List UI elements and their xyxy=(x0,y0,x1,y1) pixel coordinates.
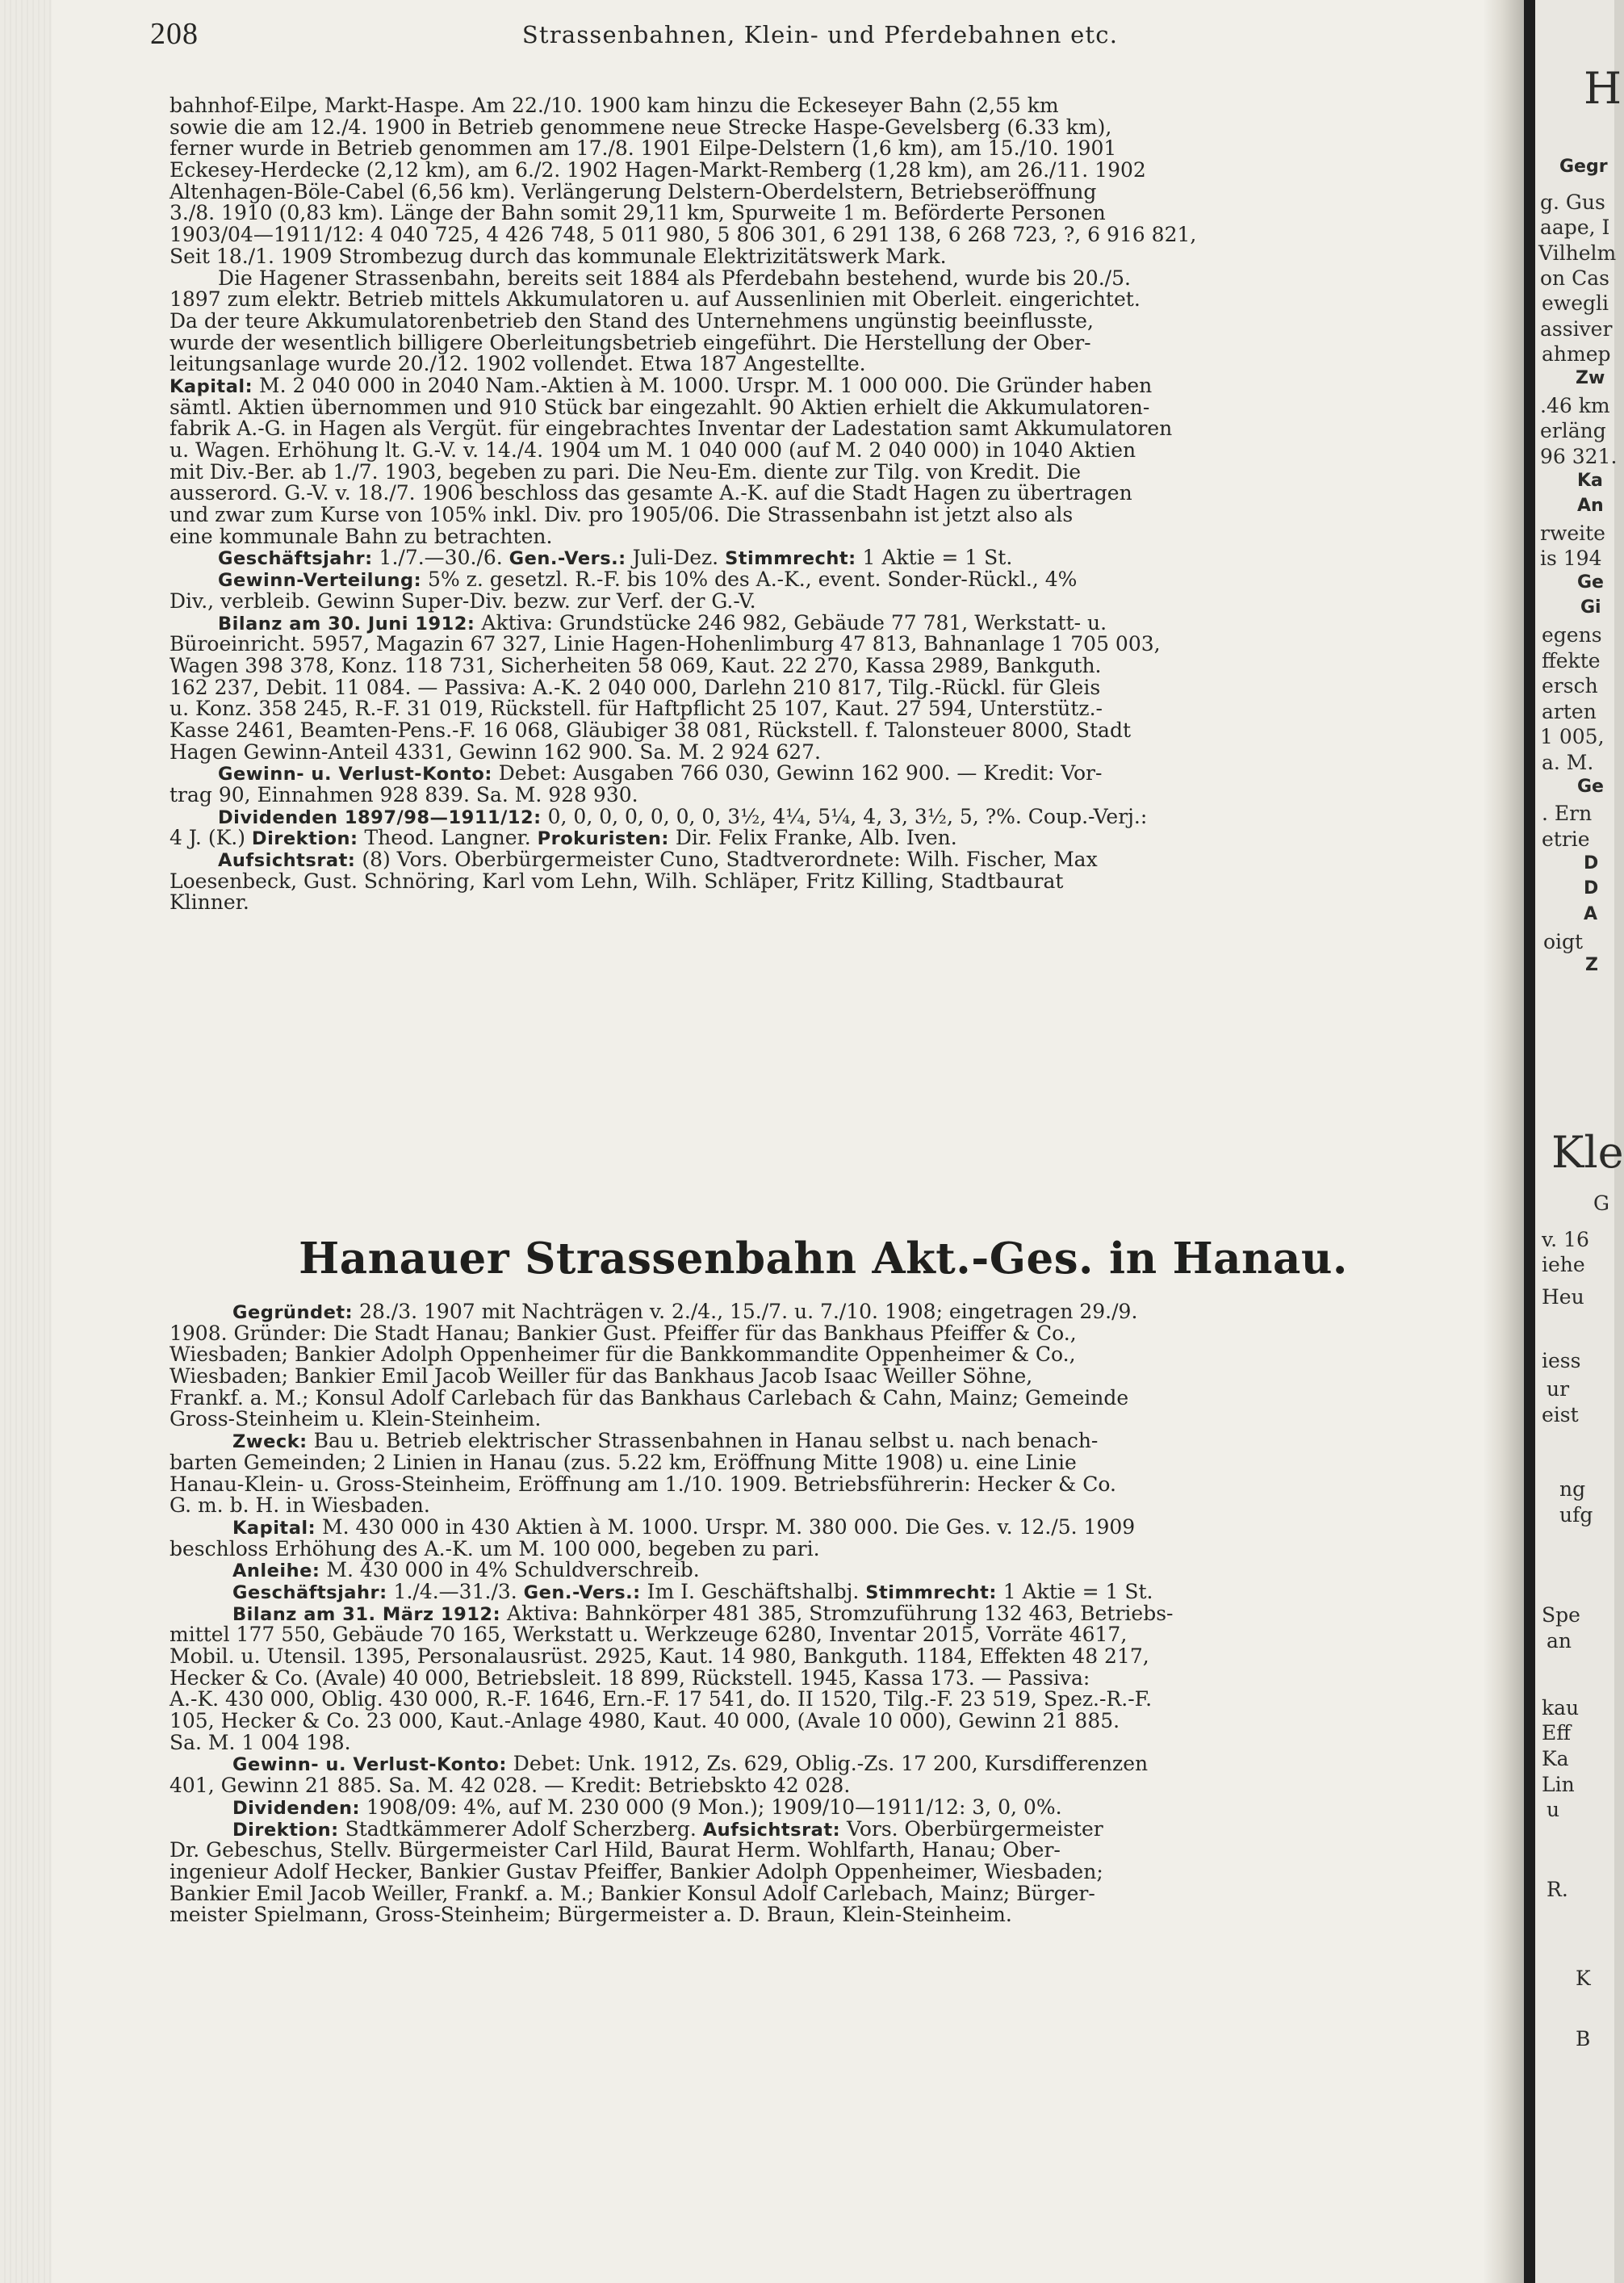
line-text: 1./7.—30./6. xyxy=(372,546,509,570)
line-text: Aktiva: Grundstücke 246 982, Gebäude 77 781, Werkstatt- u. xyxy=(475,610,1107,635)
line-text: Wagen 398 378, Konz. 118 731, Sicherheiten 58 069, Kaut. 22 270, Kassa 2989, Bankguth. xyxy=(170,653,1102,677)
facing-page-text: Eff xyxy=(1542,1721,1572,1745)
field-label: Gen.-Vers.: xyxy=(523,1581,641,1603)
line-text: ingenieur Adolf Hecker, Bankier Gustav Pfeiffer, Bankier Adolph Oppenheimer, Wiesbaden; xyxy=(170,1859,1103,1883)
line-text: Gross-Steinheim u. Klein-Steinheim. xyxy=(170,1407,542,1431)
text-line xyxy=(170,1495,1477,1517)
text-line xyxy=(170,569,1477,591)
field-label: Bilanz am 31. März 1912: xyxy=(232,1603,501,1625)
running-title: Strassenbahnen, Klein- und Pferdebahnen etc. xyxy=(521,21,1119,48)
line-text: 3./8. 1910 (0,83 km). Länge der Bahn somit 29,11 km, Spurweite 1 m. Beförderte Personen xyxy=(170,201,1106,225)
line-text: ausserord. G.-V. v. 18./7. 1906 beschloss das gesamte A.-K. auf die Stadt Hagen zu übertragen xyxy=(170,481,1132,505)
text-line xyxy=(170,203,1477,224)
text-line xyxy=(170,246,1477,268)
field-label: Aufsichtsrat: xyxy=(702,1819,841,1841)
line-text: 1 Aktie = 1 St. xyxy=(856,546,1013,570)
field-label: Direktion: xyxy=(232,1819,339,1841)
text-line xyxy=(170,610,1477,635)
text-line xyxy=(170,117,1477,139)
text-line xyxy=(170,763,1477,785)
line-text: Theod. Langner. xyxy=(358,826,538,850)
line-text: sämtl. Aktien übernommen und 910 Stück bar eingezahlt. 90 Aktien erhielt die Akkumulatoren- xyxy=(170,395,1150,419)
facing-page-text: D xyxy=(1584,878,1599,899)
text-line xyxy=(170,1536,1477,1560)
facing-page-text: Zw xyxy=(1576,368,1605,388)
text-line xyxy=(170,806,1477,828)
text-line xyxy=(170,1732,1477,1754)
text-line xyxy=(170,1859,1477,1883)
text-line xyxy=(170,354,1477,375)
text-line xyxy=(170,1840,1477,1862)
line-text: leitungsanlage wurde 20./12. 1902 vollendet. Etwa 187 Angestellte. xyxy=(170,352,866,376)
hagen-section xyxy=(170,95,1477,914)
text-line xyxy=(170,1689,1477,1711)
text-line xyxy=(170,1560,1477,1581)
text-line xyxy=(170,677,1477,699)
running-head xyxy=(150,16,1474,58)
line-text: 1897 zum elektr. Betrieb mittels Akkumulatoren u. auf Aussenlinien mit Oberleit. eingerichtet. xyxy=(170,287,1141,312)
text-line xyxy=(170,1431,1477,1452)
text-line xyxy=(170,1753,1477,1775)
text-line xyxy=(170,440,1477,462)
field-label: Gewinn- u. Verlust-Konto: xyxy=(218,764,492,785)
facing-page-text: an xyxy=(1547,1629,1572,1653)
text-line xyxy=(170,308,1477,333)
field-label: Gen.-Vers.: xyxy=(509,548,626,570)
field-label: Geschäftsjahr: xyxy=(232,1581,387,1603)
line-text: Loesenbeck, Gust. Schnöring, Karl vom Lehn, Wilh. Schläper, Fritz Killing, Stadtbaurat xyxy=(170,869,1064,893)
text-line xyxy=(170,1581,1477,1603)
line-text: 1908/09: 4%, auf M. 230 000 (9 Mon.); 1909/10—1911/12: 3, 0, 0%. xyxy=(360,1795,1062,1819)
facing-page-text: egens xyxy=(1542,623,1602,647)
line-text: Mobil. u. Utensil. 1395, Personalausrüst. 2925, Kaut. 14 980, Bankguth. 1184, Effekten 48 217, xyxy=(170,1644,1149,1668)
field-label: Gewinn-Verteilung: xyxy=(218,570,422,592)
line-text: M. 2 040 000 in 2040 Nam.-Aktien à M. 1000. Urspr. M. 1 000 000. Die Gründer haben xyxy=(253,373,1153,397)
line-text: eine kommunale Bahn zu betrachten. xyxy=(170,524,553,548)
text-line xyxy=(170,871,1477,893)
facing-page-text: Ge xyxy=(1577,572,1604,593)
facing-page-text: eist xyxy=(1542,1403,1579,1426)
field-label: Stimmrecht: xyxy=(725,548,856,570)
facing-page-text: ewegli xyxy=(1542,291,1609,315)
facing-page-text: .46 km xyxy=(1540,394,1610,417)
text-line xyxy=(170,653,1477,677)
line-text: 401, Gewinn 21 885. Sa. M. 42 028. — Kredit: Betriebskto 42 028. xyxy=(170,1774,851,1798)
facing-page-text: ffekte xyxy=(1542,649,1601,672)
line-text: 4 J. (K.) xyxy=(170,826,252,850)
line-text: mit Div.-Ber. ab 1./7. 1903, begeben zu pari. Die Neu-Em. diente zur Tilg. von Kredit. Die xyxy=(170,459,1082,484)
line-text: Vors. Oberbürgermeister xyxy=(840,1816,1103,1841)
line-text: meister Spielmann, Gross-Steinheim; Bürgermeister a. D. Braun, Klein-Steinheim. xyxy=(170,1903,1012,1927)
field-label: Dividenden: xyxy=(232,1797,361,1819)
field-label: Kapital: xyxy=(232,1517,316,1539)
text-line xyxy=(170,849,1477,871)
line-text: sowie die am 12./4. 1900 in Betrieb genommene neue Strecke Haspe-Gevelsberg (6.33 km), xyxy=(170,115,1112,139)
line-text: 105, Hecker & Co. 23 000, Kaut.-Anlage 4980, Kaut. 40 000, (Avale 10 000), Gewinn 21 885. xyxy=(170,1709,1120,1733)
facing-page-text: kau xyxy=(1542,1696,1580,1720)
line-text: und zwar zum Kurse von 105% inkl. Div. pro 1905/06. Die Strassenbahn ist jetzt also als xyxy=(170,503,1074,527)
line-text: Die Hagener Strassenbahn, bereits seit 1884 als Pferdebahn bestehend, wurde bis 20./5. xyxy=(218,266,1131,290)
facing-page-text: G xyxy=(1593,1192,1609,1215)
field-label: Direktion: xyxy=(251,828,358,850)
text-line xyxy=(170,827,1477,849)
text-line xyxy=(170,1904,1477,1926)
scan-edge-texture xyxy=(0,0,52,2283)
facing-page-text: erläng xyxy=(1540,419,1606,442)
facing-page-text: Ka xyxy=(1542,1747,1569,1770)
line-text: Wiesbaden; Bankier Adolph Oppenheimer für die Bankkommandite Oppenheimer & Co., xyxy=(170,1343,1076,1367)
text-line xyxy=(170,892,1477,914)
facing-page-text: Gi xyxy=(1580,597,1601,618)
text-line xyxy=(170,375,1477,397)
text-line xyxy=(170,634,1477,656)
line-text: Debet: Ausgaben 766 030, Gewinn 162 900. — Kredit: Vor- xyxy=(492,761,1103,785)
text-line xyxy=(170,1646,1477,1668)
text-line xyxy=(170,95,1477,117)
line-text: fabrik A.-G. in Hagen als Vergüt. für eingebrachtes Inventar der Ladestation samt Akkumulatoren xyxy=(170,417,1173,441)
hanau-heading: Hanauer Strassenbahn Akt.-Ges. in Hanau. xyxy=(299,1234,1348,1284)
line-text: Bankier Emil Jacob Weiller, Frankf. a. M.; Bankier Konsul Adolf Carlebach, Mainz; Bürger- xyxy=(170,1881,1095,1905)
line-text: Juli-Dez. xyxy=(626,546,726,570)
facing-page-text: Ge xyxy=(1577,777,1604,797)
facing-page-text: ng xyxy=(1559,1477,1586,1501)
text-line xyxy=(170,179,1477,203)
facing-page-text: arten xyxy=(1542,700,1597,723)
line-text: beschloss Erhöhung des A.-K. um M. 100 000, begeben zu pari. xyxy=(170,1536,820,1560)
facing-page-text: H xyxy=(1584,63,1622,114)
facing-page-text: 96 321. xyxy=(1540,445,1618,468)
text-line xyxy=(170,591,1477,613)
line-text: u. Konz. 358 245, R.-F. 31 019, Rückstell. für Haftpflicht 25 107, Kaut. 27 594, Unterstütz.- xyxy=(170,697,1103,721)
book-gutter xyxy=(1524,0,1535,2283)
line-text: ferner wurde in Betrieb genommen am 17./8. 1901 Eilpe-Delstern (1,6 km), am 15./10. 1901 xyxy=(170,136,1117,161)
text-line xyxy=(170,1883,1477,1905)
facing-page-text: g. Gus xyxy=(1540,191,1605,214)
text-line xyxy=(170,397,1477,419)
text-line xyxy=(170,1816,1477,1841)
facing-page-text: A xyxy=(1584,904,1598,924)
line-text: 0, 0, 0, 0, 0, 0, 0, 3½, 4¼, 5¼, 4, 3, 3½, 5, ?%. Coup.-Verj.: xyxy=(541,804,1148,828)
text-line xyxy=(170,1665,1477,1690)
line-text: Da der teure Akkumulatorenbetrieb den Stand des Unternehmens ungünstig beeinflusste, xyxy=(170,308,1094,333)
field-label: Bilanz am 30. Juni 1912: xyxy=(218,613,475,635)
facing-page-text: ersch xyxy=(1542,674,1598,697)
facing-page-text: iehe xyxy=(1542,1253,1585,1276)
text-line xyxy=(170,1603,1477,1625)
facing-page-text: iess xyxy=(1542,1349,1581,1372)
facing-page-text: Z xyxy=(1585,955,1598,975)
line-text: 28./3. 1907 mit Nachträgen v. 2./4., 15./7. u. 7./10. 1908; eingetragen 29./9. xyxy=(353,1300,1138,1323)
facing-page-text: ahmep xyxy=(1542,342,1611,366)
facing-page-fragment xyxy=(1535,0,1624,2283)
line-text: 1./4.—31./3. xyxy=(387,1579,524,1603)
page-binding-shadow xyxy=(1484,0,1524,2283)
line-text: Seit 18./1. 1909 Strombezug durch das kommunale Elektrizitätswerk Mark. xyxy=(170,244,947,268)
line-text: 5% z. gesetzl. R.-F. bis 10% des A.-K., event. Sonder-Rückl., 4% xyxy=(421,568,1078,592)
facing-page-text: An xyxy=(1577,496,1604,516)
facing-page-text: D xyxy=(1584,853,1599,873)
facing-page-text: aape, I xyxy=(1540,216,1610,239)
text-line xyxy=(170,418,1477,440)
text-line xyxy=(170,1474,1477,1496)
field-label: Geschäftsjahr: xyxy=(218,548,373,570)
text-line xyxy=(170,526,1477,548)
text-line xyxy=(170,138,1477,160)
facing-page-text: Heu xyxy=(1542,1285,1584,1309)
line-text: bahnhof-Eilpe, Markt-Haspe. Am 22./10. 1900 kam hinzu die Eckeseyer Bahn (2,55 km xyxy=(170,94,1059,117)
facing-page-text: Ka xyxy=(1577,471,1603,491)
line-text: Klinner. xyxy=(170,890,249,915)
line-text: Im I. Geschäftshalbj. xyxy=(640,1579,866,1603)
line-text: Frankf. a. M.; Konsul Adolf Carlebach für das Bankhaus Carlebach & Cahn, Mainz; Gemeinde xyxy=(170,1385,1129,1410)
text-line xyxy=(170,1514,1477,1539)
facing-page-text: rweite xyxy=(1540,522,1605,545)
text-line xyxy=(170,720,1477,742)
facing-page-text: Spe xyxy=(1542,1603,1580,1627)
facing-page-text: assiver xyxy=(1540,317,1613,341)
line-text: 162 237, Debit. 11 084. — Passiva: A.-K. 2 040 000, Darlehn 210 817, Tilg.-Rückl. für Gleis xyxy=(170,675,1101,699)
text-line xyxy=(170,224,1477,246)
text-line xyxy=(170,547,1477,569)
text-line xyxy=(170,698,1477,720)
field-label: Prokuristen: xyxy=(537,828,669,850)
facing-page-text: ur xyxy=(1547,1377,1570,1401)
text-line xyxy=(170,1344,1477,1366)
line-text: barten Gemeinden; 2 Linien in Hanau (zus. 5.22 km, Eröffnung Mitte 1908) u. eine Linie xyxy=(170,1450,1077,1474)
line-text: Eckesey-Herdecke (2,12 km), am 6./2. 1902 Hagen-Markt-Remberg (1,28 km), am 26./11. 1902 xyxy=(170,158,1146,182)
facing-page-text: R. xyxy=(1547,1878,1568,1901)
text-line xyxy=(170,289,1477,311)
text-line xyxy=(170,785,1477,806)
text-line xyxy=(170,1452,1477,1474)
line-text: Büroeinricht. 5957, Magazin 67 327, Linie Hagen-Hohenlimburg 47 813, Bahnanlage 1 705 003, xyxy=(170,632,1161,656)
text-line xyxy=(170,160,1477,182)
line-text: Kasse 2461, Beamten-Pens.-F. 16 068, Gläubiger 38 081, Rückstell. f. Talonsteuer 8000, Stadt xyxy=(170,718,1132,742)
line-text: M. 430 000 in 430 Aktien à M. 1000. Urspr. M. 380 000. Die Ges. v. 12./5. 1909 xyxy=(316,1514,1136,1539)
line-text: Stadtkämmerer Adolf Scherzberg. xyxy=(338,1816,703,1841)
hanau-section xyxy=(170,1301,1477,1926)
line-text: M. 430 000 in 4% Schuldverschreib. xyxy=(320,1558,700,1582)
line-text: Div., verbleib. Gewinn Super-Div. bezw. zur Verf. der G.-V. xyxy=(170,589,756,613)
line-text: Aktiva: Bahnkörper 481 385, Stromzuführung 132 463, Betriebs- xyxy=(500,1601,1174,1625)
text-line xyxy=(170,1323,1477,1345)
text-line xyxy=(170,1301,1477,1323)
line-text: trag 90, Einnahmen 928 839. Sa. M. 928 930. xyxy=(170,783,638,806)
text-line xyxy=(170,1409,1477,1431)
facing-page-text: . Ern xyxy=(1542,802,1593,825)
text-line xyxy=(170,483,1477,505)
facing-page-text: v. 16 xyxy=(1542,1228,1589,1251)
line-text: u. Wagen. Erhöhung lt. G.-V. v. 14./4. 1904 um M. 1 040 000 (auf M. 2 040 000) in 1040 Aktien xyxy=(170,438,1136,462)
facing-page-text: etrie xyxy=(1542,827,1590,851)
line-text: Debet: Unk. 1912, Zs. 629, Oblig.-Zs. 17 200, Kursdifferenzen xyxy=(506,1752,1149,1776)
facing-page-text: is 194 xyxy=(1540,547,1602,570)
line-text: Hecker & Co. (Avale) 40 000, Betriebsleit. 18 899, Rückstell. 1945, Kassa 173. — Passiva: xyxy=(170,1665,1090,1690)
facing-page-text: Kle xyxy=(1551,1127,1624,1178)
facing-page-text: u xyxy=(1547,1798,1560,1821)
facing-page-text: Lin xyxy=(1542,1773,1575,1796)
line-text: 1 Aktie = 1 St. xyxy=(996,1579,1153,1603)
line-text: Wiesbaden; Bankier Emil Jacob Weiller für das Bankhaus Jacob Isaac Weiller Söhne, xyxy=(170,1364,1033,1389)
line-text: Bau u. Betrieb elektrischer Strassenbahnen in Hanau selbst u. nach benach- xyxy=(307,1429,1099,1453)
line-text: G. m. b. H. in Wiesbaden. xyxy=(170,1493,430,1518)
facing-page-text: K xyxy=(1576,1967,1591,1990)
facing-page-text: on Cas xyxy=(1540,266,1609,290)
line-text: Dir. Felix Franke, Alb. Iven. xyxy=(668,826,957,850)
text-line xyxy=(170,505,1477,526)
text-line xyxy=(170,1624,1477,1646)
facing-page-text: Vilhelm xyxy=(1538,241,1617,265)
facing-page-text: Gegr xyxy=(1559,157,1608,177)
field-label: Aufsichtsrat: xyxy=(218,850,356,872)
field-label: Kapital: xyxy=(170,375,253,397)
text-line xyxy=(170,1366,1477,1388)
text-line xyxy=(170,1711,1477,1732)
field-label: Stimmrecht: xyxy=(865,1581,997,1603)
facing-page-text: 1 005, xyxy=(1540,725,1605,748)
field-label: Gewinn- u. Verlust-Konto: xyxy=(232,1754,507,1776)
field-label: Gegründet: xyxy=(232,1302,354,1323)
line-text: Hanau-Klein- u. Gross-Steinheim, Eröffnung am 1./10. 1909. Betriebsführerin: Hecker & Co. xyxy=(170,1472,1116,1496)
line-text: 1908. Gründer: Die Stadt Hanau; Bankier Gust. Pfeiffer für das Bankhaus Pfeiffer & Co., xyxy=(170,1321,1077,1345)
field-label: Anleihe: xyxy=(232,1560,320,1582)
line-text: (8) Vors. Oberbürgermeister Cuno, Stadtverordnete: Wilh. Fischer, Max xyxy=(355,848,1098,872)
text-line xyxy=(170,1775,1477,1797)
line-text: Sa. M. 1 004 198. xyxy=(170,1730,351,1754)
line-text: Hagen Gewinn-Anteil 4331, Gewinn 162 900. Sa. M. 2 924 627. xyxy=(170,739,821,764)
field-label: Dividenden 1897/98—1911/12: xyxy=(218,806,542,828)
text-line xyxy=(170,268,1477,290)
page-number: 208 xyxy=(150,17,199,51)
field-label: Zweck: xyxy=(232,1431,308,1453)
line-text: 1903/04—1911/12: 4 040 725, 4 426 748, 5 011 980, 5 806 301, 6 291 138, 6 268 723, ?, 6 916 821, xyxy=(170,223,1197,247)
text-line xyxy=(170,1797,1477,1819)
text-line xyxy=(170,330,1477,354)
facing-page-text: a. M. xyxy=(1542,751,1594,774)
line-text: wurde der wesentlich billigere Oberleitungsbetrieb eingeführt. Die Herstellung der Ober- xyxy=(170,330,1091,354)
text-line xyxy=(170,459,1477,484)
line-text: Altenhagen-Böle-Cabel (6,56 km). Verlängerung Delstern-Oberdelstern, Betriebseröffnung xyxy=(170,179,1097,203)
line-text: Dr. Gebeschus, Stellv. Bürgermeister Carl Hild, Baurat Herm. Wohlfarth, Hanau; Ober- xyxy=(170,1838,1061,1862)
line-text: mittel 177 550, Gebäude 70 165, Werkstatt u. Werkzeuge 6280, Inventar 2015, Vorräte 4617, xyxy=(170,1623,1128,1647)
facing-page-text: B xyxy=(1576,2027,1591,2051)
text-line xyxy=(170,739,1477,764)
text-line xyxy=(170,1385,1477,1410)
line-text: A.-K. 430 000, Oblig. 430 000, R.-F. 1646, Ern.-F. 17 541, do. II 1520, Tilg.-F. 23 519, Spez.-R.-F. xyxy=(170,1687,1153,1711)
facing-page-text: oigt xyxy=(1543,930,1584,953)
facing-page-text: ufg xyxy=(1559,1503,1593,1527)
